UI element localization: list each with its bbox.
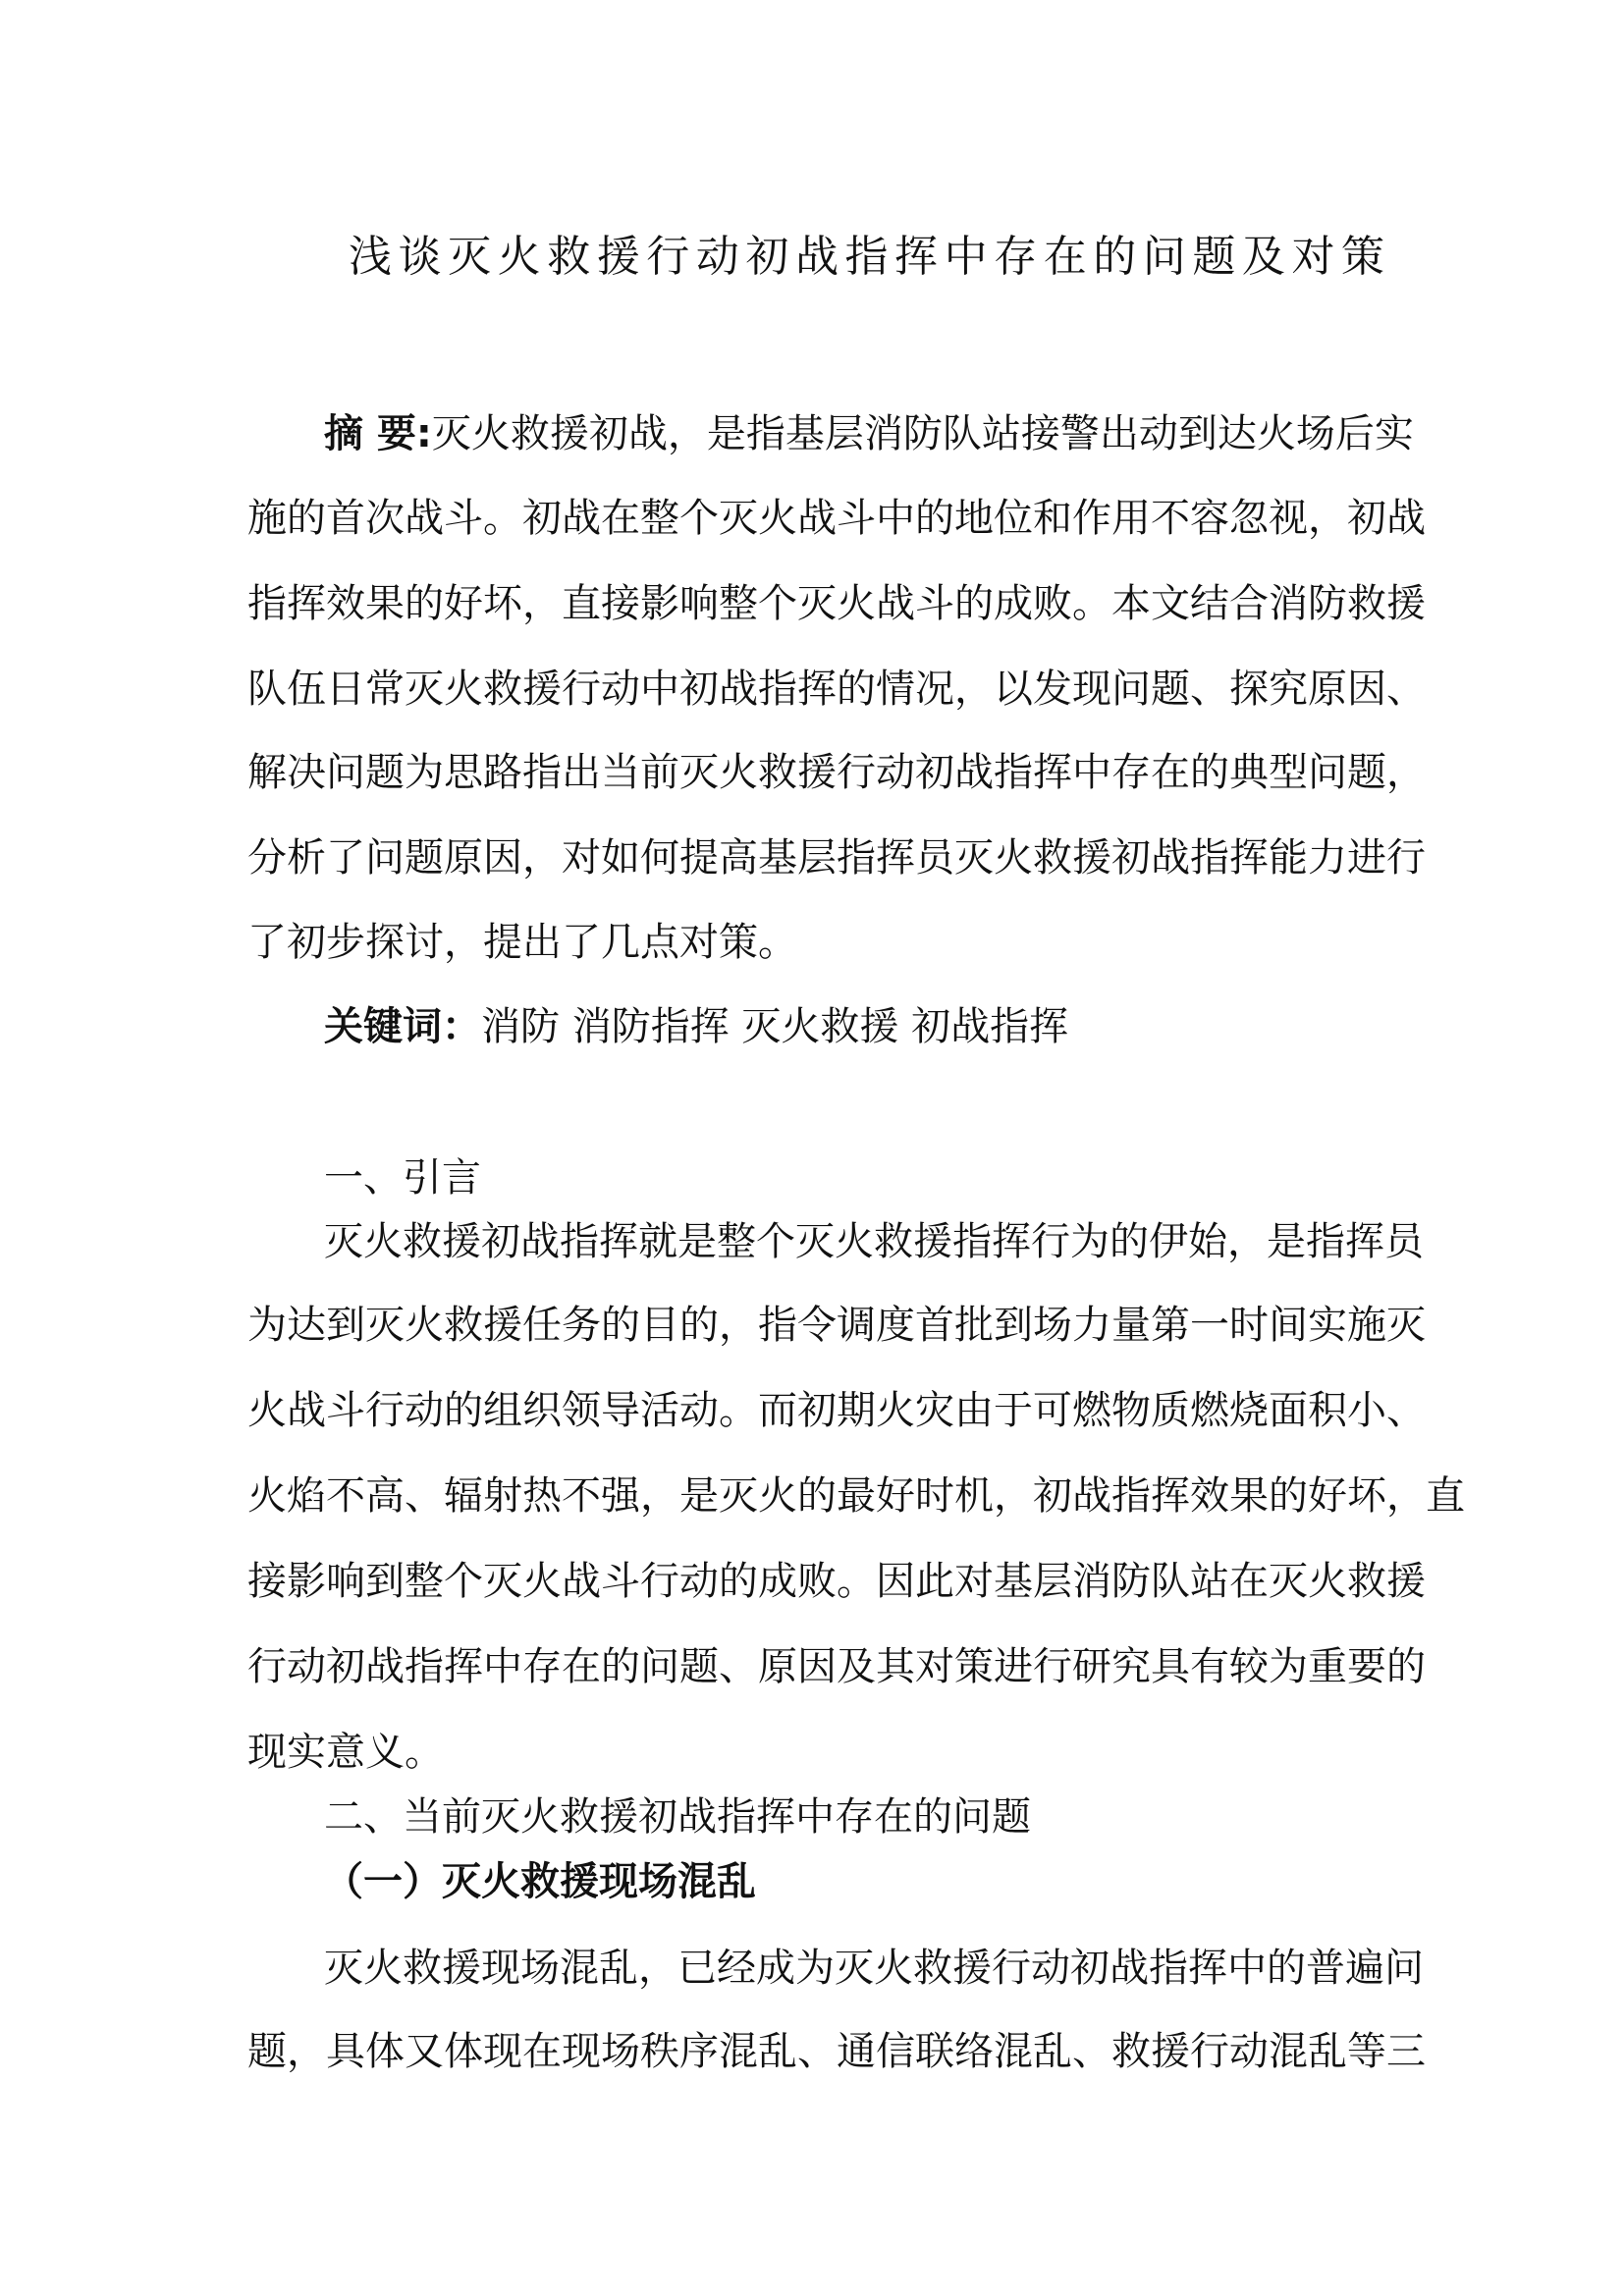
abstract-line: 解决问题为思路指出当前灭火救援行动初战指挥中存在的典型问题， — [247, 750, 1426, 795]
abstract-line: 了初步探讨，提出了几点对策。 — [247, 920, 797, 965]
paragraph-line: 为达到灭火救援任务的目的，指令调度首批到场力量第一时间实施灭 — [247, 1303, 1426, 1348]
paragraph-line: 行动初战指挥中存在的问题、原因及其对策进行研究具有较为重要的 — [247, 1644, 1426, 1689]
abstract-line: 施的首次战斗。初战在整个灭火战斗中的地位和作用不容忽视，初战 — [247, 496, 1426, 541]
paragraph-line: 灭火救援初战指挥就是整个灭火救援指挥行为的伊始，是指挥员 — [324, 1219, 1424, 1264]
abstract-line: 指挥效果的好坏，直接影响整个灭火战斗的成败。本文结合消防救援 — [247, 581, 1426, 626]
paragraph-line: 火焰不高、辐射热不强，是灭火的最好时机，初战指挥效果的好坏，直 — [247, 1473, 1465, 1519]
paragraph-line: 灭火救援现场混乱，已经成为灭火救援行动初战指挥中的普遍问 — [324, 1946, 1424, 1991]
keywords-value: 消防 消防指挥 灭火救援 初战指挥 — [481, 1004, 1069, 1049]
subsection-heading: （一）灭火救援现场混乱 — [324, 1859, 756, 1904]
abstract-line: 摘 要:灭火救援初战，是指基层消防队站接警出动到达火场后实 — [324, 411, 1414, 456]
section-heading: 一、引言 — [324, 1155, 481, 1201]
abstract-label: 摘 要: — [324, 411, 432, 456]
paragraph-line: 接影响到整个灭火战斗行动的成败。因此对基层消防队站在灭火救援 — [247, 1559, 1426, 1604]
paragraph-line: 题，具体又体现在现场秩序混乱、通信联络混乱、救援行动混乱等三 — [247, 2029, 1426, 2074]
paragraph-line: 现实意义。 — [247, 1730, 444, 1775]
abstract-line: 分析了问题原因，对如何提高基层指挥员灭火救援初战指挥能力进行 — [247, 835, 1426, 881]
keywords-label: 关键词： — [324, 1004, 481, 1049]
abstract-line: 队伍日常灭火救援行动中初战指挥的情况，以发现问题、探究原因、 — [247, 667, 1426, 712]
document-title: 浅谈灭火救援行动初战指挥中存在的问题及对策 — [349, 232, 1384, 282]
paragraph-line: 火战斗行动的组织领导活动。而初期火灾由于可燃物质燃烧面积小、 — [247, 1388, 1426, 1433]
section-heading: 二、当前灭火救援初战指挥中存在的问题 — [324, 1794, 1031, 1840]
keywords — [324, 997, 1068, 1056]
